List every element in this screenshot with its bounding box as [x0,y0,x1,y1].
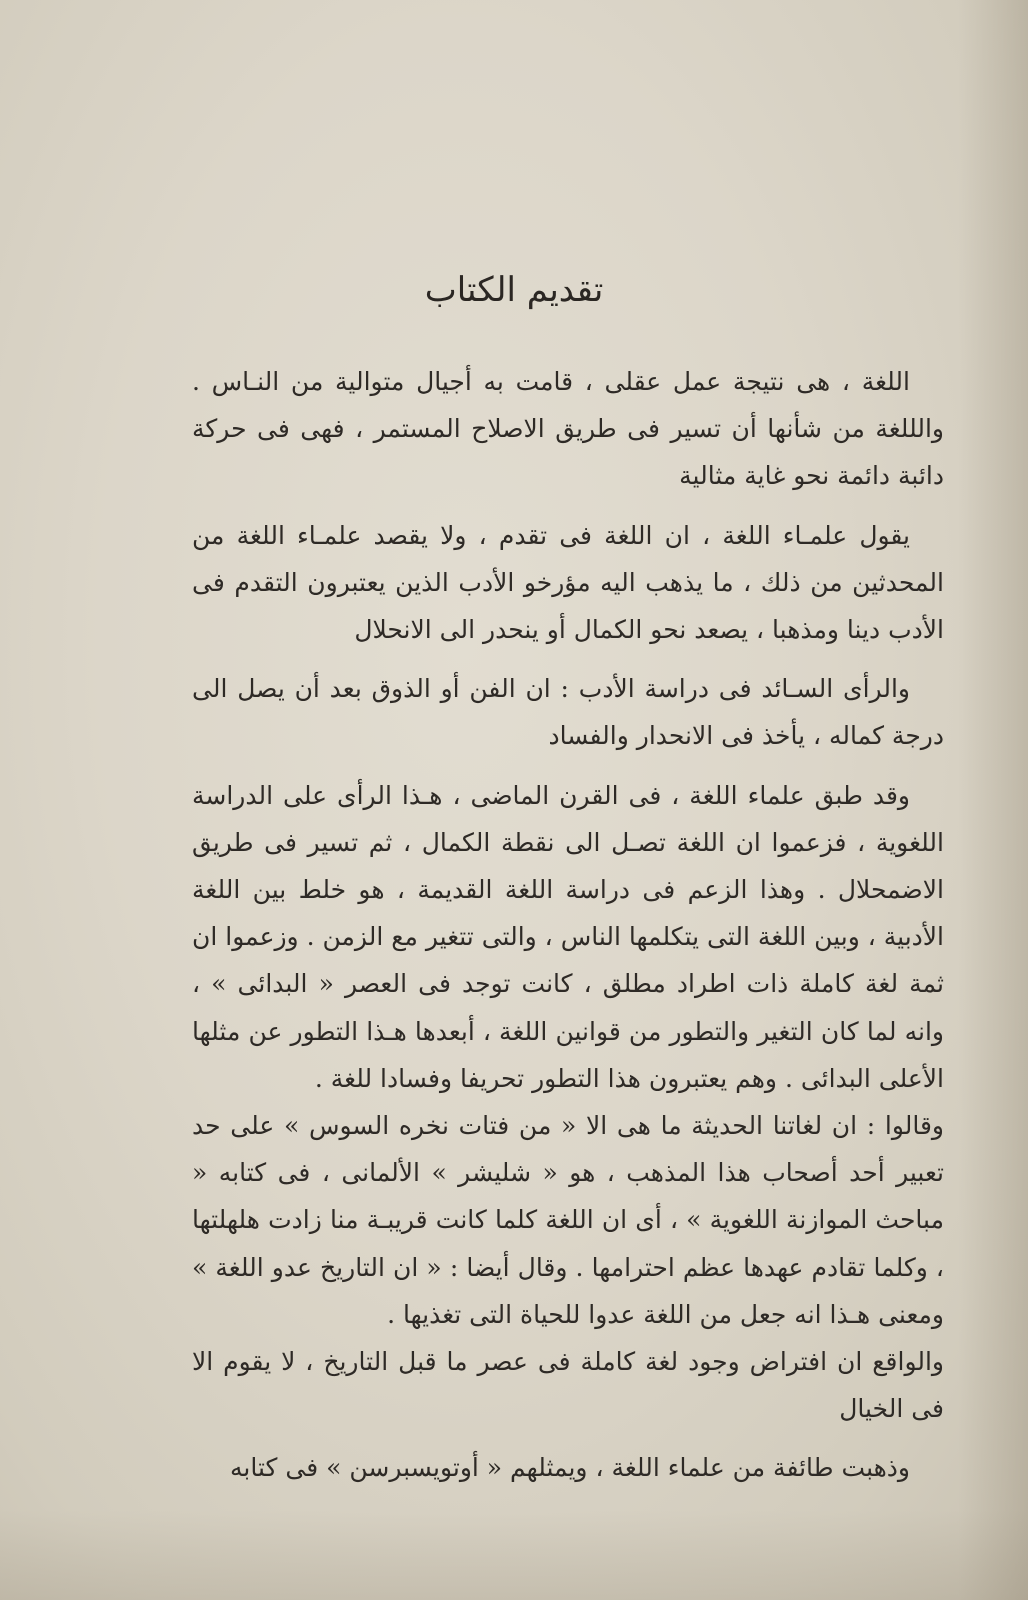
paragraph-3: والرأى السـائد فى دراسة الأدب : ان الفن أو الذوق بعد أن يصل الى درجة كماله ، يأخذ فى الانحدار والفساد [192,674,944,751]
paragraph-6: والواقع ان افتراض وجود لغة كاملة فى عصر ما قبل التاريخ ، لا يقوم الا فى الخيال [192,1347,944,1424]
paragraph-4: وقد طبق علماء اللغة ، فى القرن الماضى ، هـذا الرأى على الدراسة اللغوية ، فزعموا ان اللغة تصـل الى نقطة الكمال ، ثم تسير فى طريق الاضمحلال . وهذا الزعم فى دراسة اللغة القديمة ، هو خلط بين اللغة الأدبية ، وبين اللغة التى يتكلمها الناس ، والتى تتغير مع الزمن . وزعموا ان ثمة لغة كاملة ذات اطراد مطلق ، كانت توجد فى العصر « البدائى » ، وانه لما كان التغير والتطور من قوانين اللغة ، أبعدها هـذا التطور عن مثلها الأعلى البدائى . وهم يعتبرون هذا التطور تحريفا وفسادا للغة . [192,780,944,1093]
body-text [192,358,944,1492]
paragraph-5: وقالوا : ان لغاتنا الحديثة ما هى الا « من فتات نخره السوس » على حد تعبير أحد أصحاب هذا المذهب ، هو « شليشر » الألمانى ، فى كتابه « مباحث الموازنة اللغوية » ، أى ان اللغة كلما كانت قريبـة منا زادت هلهلتها ، وكلما تقادم عهدها عظم احترامها . وقال أيضا : « ان التاريخ عدو اللغة » ومعنى هـذا انه جعل من اللغة عدوا للحياة التى تغذيها . [192,1111,944,1329]
page-title: تقديم الكتاب [424,270,604,310]
paragraph-1: اللغة ، هى نتيجة عمل عقلى ، قامت به أجيال متوالية من النـاس . والللغة من شأنها أن تسير فى طريق الاصلاح المستمر ، فهى فى حركة دائبة دائمة نحو غاية مثالية [192,367,944,491]
page-edge-shadow [958,0,1028,1600]
paragraph-2: يقول علمـاء اللغة ، ان اللغة فى تقدم ، ولا يقصد علمـاء اللغة من المحدثين من ذلك ، ما يذهب اليه مؤرخو الأدب الذين يعتبرون التقدم فى الأدب دينا ومذهبا ، يصعد نحو الكمال أو ينحدر الى الانحلال [192,520,944,645]
paragraph-7: وذهبت طائفة من علماء اللغة ، ويمثلهم « أوتويسبرسن » فى كتابه [230,1453,910,1483]
page-bottom-shadow [0,1510,1028,1600]
